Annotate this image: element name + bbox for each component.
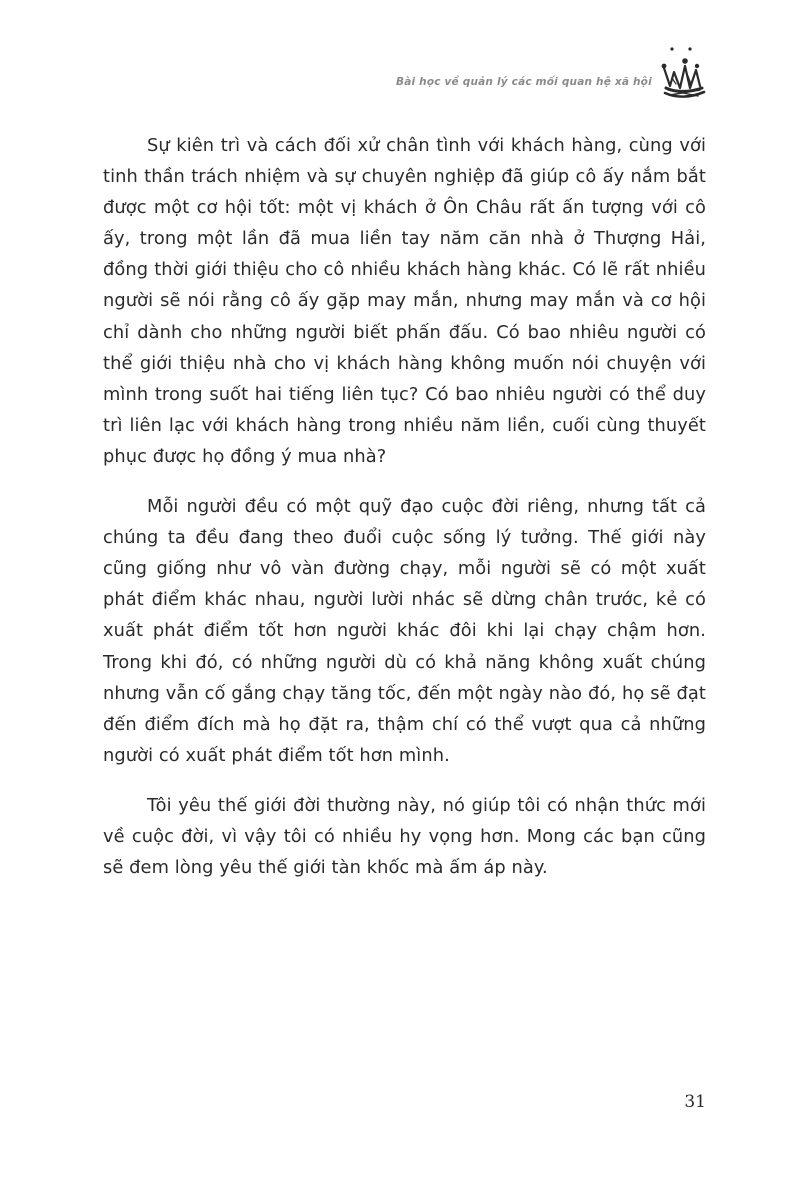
body-paragraph: Mỗi người đều có một quỹ đạo cuộc đời riêng, nhưng tất cả chúng ta đều đang theo đuổi cuộc sống lý tưởng. Thế giới này cũng giống như vô vàn đường chạy, mỗi người sẽ có một xuất phát điểm khác nhau, người lười nhác sẽ dừng chân trước, kẻ có xuất phát điểm tốt hơn người khác đôi khi lại chạy chậm hơn. Trong khi đó, có những người dù có khả năng không xuất chúng nhưng vẫn cố gắng chạy tăng tốc, đến một ngày nào đó, họ sẽ đạt đến điểm đích mà họ đặt ra, thậm chí có thể vượt qua cả những người có xuất phát điểm tốt hơn mình.: [103, 496, 706, 766]
running-header-title: Bài học về quản lý các mối quan hệ xã hội: [396, 76, 652, 88]
page-number: 31: [684, 1092, 706, 1112]
crown-scribble-icon: [660, 46, 706, 102]
article-body: [103, 130, 706, 902]
body-paragraph: Tôi yêu thế giới đời thường này, nó giúp tôi có nhận thức mới về cuộc đời, vì vậy tôi có nhiều hy vọng hơn. Mong các bạn cũng sẽ đem lòng yêu thế giới tàn khốc mà ấm áp này.: [103, 794, 706, 879]
body-paragraph: Sự kiên trì và cách đối xử chân tình với khách hàng, cùng với tinh thần trách nhiệm và sự chuyên nghiệp đã giúp cô ấy nắm bắt được một cơ hội tốt: một vị khách ở Ôn Châu rất ấn tượng với cô ấy, trong một lần đã mua liền tay năm căn nhà ở Thượng Hải, đồng thời giới thiệu cho cô nhiều khách hàng khác. Có lẽ rất nhiều người sẽ nói rằng cô ấy gặp may mắn, nhưng may mắn và cơ hội chỉ dành cho những người biết phấn đấu. Có bao nhiêu người có thể giới thiệu nhà cho vị khách hàng không muốn nói chuyện với mình trong suốt hai tiếng liên tục? Có bao nhiêu người có thể duy trì liên lạc với khách hàng trong nhiều năm liền, cuối cùng thuyết phục được họ đồng ý mua nhà?: [103, 135, 706, 467]
